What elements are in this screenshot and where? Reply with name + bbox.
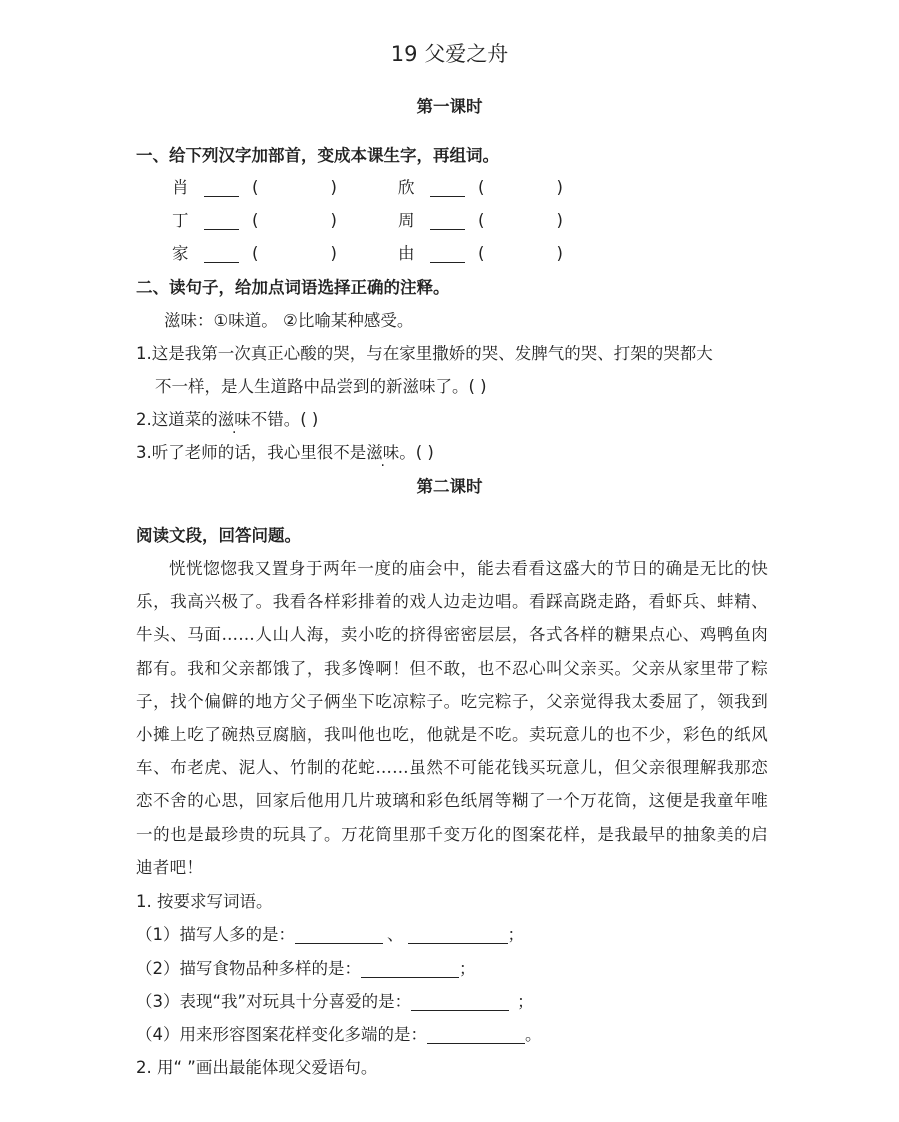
- reading-question-one: 1. 按要求写词语。: [136, 892, 273, 911]
- answer-blank[interactable]: [295, 925, 383, 944]
- question-two-heading: 二、读句子，给加点词语选择正确的注释。: [136, 278, 450, 297]
- char-row: 由 ( ): [398, 244, 563, 263]
- reading-question-two: 2. 用“ ”画出最能体现父爱语句。: [136, 1058, 378, 1077]
- answer-blank[interactable]: [430, 211, 465, 230]
- sentence-three: 3.听了老师的话，我心里很不是滋味。( ): [136, 443, 434, 462]
- sentence-two: 2.这道菜的滋味不错。( ): [136, 410, 319, 429]
- sentence-one-line2: 不一样，是人生道路中品尝到的新滋味了。( ): [155, 377, 487, 396]
- answer-blank[interactable]: [361, 959, 459, 978]
- dotted-word: 滋味: [366, 443, 400, 462]
- char: 丁: [172, 211, 189, 230]
- char: 家: [172, 244, 189, 263]
- answer-blank[interactable]: [427, 1025, 525, 1044]
- subquestion-4: （4）用来形容图案花样变化多端的是： 。: [136, 1025, 542, 1044]
- subquestion-3: （3）表现“我”对玩具十分喜爱的是： ；: [136, 992, 534, 1011]
- char: 肖: [172, 178, 189, 197]
- char-row: 肖 ( ): [172, 178, 337, 197]
- char-row: 欣 ( ): [398, 178, 563, 197]
- question-one-heading: 一、给下列汉字加部首，变成本课生字，再组词。: [136, 146, 499, 165]
- definition-line: 滋味：①味道。 ②比喻某种感受。: [164, 311, 414, 330]
- answer-blank[interactable]: [411, 992, 509, 1011]
- answer-blank[interactable]: [430, 244, 465, 263]
- page-title: 19 父爱之舟: [390, 42, 509, 66]
- answer-blank[interactable]: [204, 244, 239, 263]
- sentence-one-line1: 1.这是我第一次真正心酸的哭，与在家里撒娇的哭、发脾气的哭、打架的哭都大: [136, 344, 713, 363]
- reading-heading: 阅读文段，回答问题。: [136, 526, 301, 545]
- char-row: 丁 ( ): [172, 211, 337, 230]
- char: 周: [398, 211, 415, 230]
- subquestion-2: （2）描写食物品种多样的是： ；: [136, 959, 476, 978]
- answer-blank[interactable]: [430, 178, 465, 197]
- reading-passage: 恍恍惚惚我又置身于两年一度的庙会中，能去看看这盛大的节日的确是无比的快乐，我高兴极了。我看各样彩排着的戏人边走边唱。看踩高跷走路，看虾兵、蚌精、牛头、马面……人山人海，卖小吃的挤得密密层层，各式各样的糖果点心、鸡鸭鱼肉都有。我和父亲都饿了，我多馋啊！但不敢，也不忍心叫父亲买。父亲从家里带了粽子，找个偏僻的地方父子俩坐下吃凉粽子。吃完粽子，父亲觉得我太委屈了，领我到小摊上吃了碗热豆腐脑，我叫他也吃，他就是不吃。卖玩意儿的也不少，彩色的纸风车、布老虎、泥人、竹制的花蛇……虽然不可能花钱买玩意儿，但父亲很理解我那恋恋不舍的心思，回家后他用几片玻璃和彩色纸屑等糊了一个万花筒，这便是我童年唯一的也是最珍贵的玩具了。万花筒里那千变万化的图案花样，是我最早的抽象美的启迪者吧！: [136, 559, 768, 877]
- answer-blank[interactable]: [204, 211, 239, 230]
- dotted-word: 滋味: [217, 410, 251, 429]
- answer-blank[interactable]: [408, 925, 508, 944]
- answer-blank[interactable]: [204, 178, 239, 197]
- lesson-two-heading: 第二课时: [416, 477, 483, 496]
- char: 由: [398, 244, 415, 263]
- lesson-one-heading: 第一课时: [416, 97, 483, 116]
- char-row: 周 ( ): [398, 211, 563, 230]
- subquestion-1: （1）描写人多的是： 、 ；: [136, 925, 524, 944]
- char: 欣: [398, 178, 415, 197]
- char-row: 家 ( ): [172, 244, 337, 263]
